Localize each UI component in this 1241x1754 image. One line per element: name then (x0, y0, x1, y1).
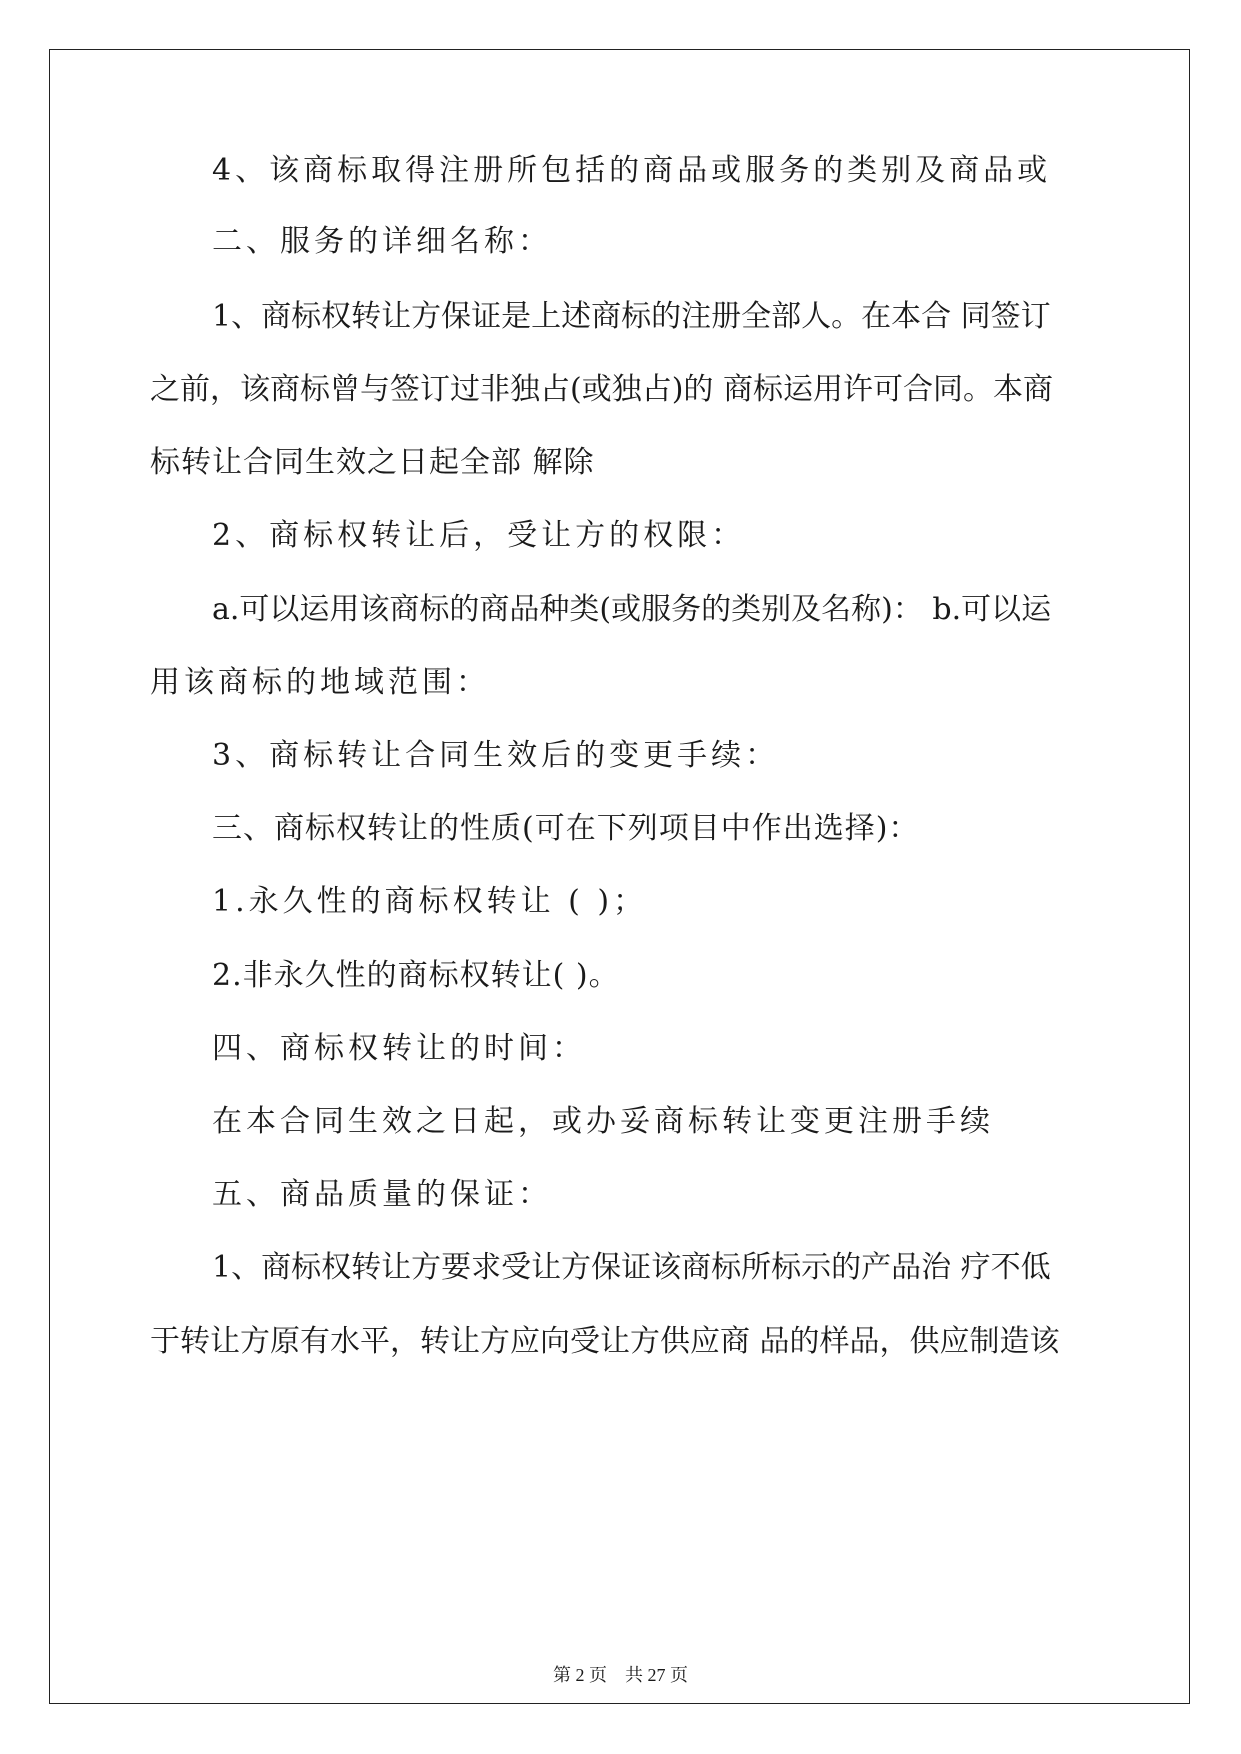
paragraph-line-1: 4、该商标取得注册所包括的商品或服务的类别及商品或 (212, 153, 1052, 188)
section-heading-3: 三、商标权转让的性质(可在下列项目中作出选择)： (212, 811, 920, 846)
paragraph-line-9: 3、商标转让合同生效后的变更手续： (212, 738, 780, 773)
paragraph-line-7: a.可以运用该商标的商品种类(或服务的类别及名称)： b.可以运 (212, 592, 1052, 627)
paragraph-line-6: 2、商标权转让后，受让方的权限： (212, 518, 746, 553)
paragraph-line-17: 于转让方原有水平，转让方应向受让方供应商 品的样品，供应制造该 (150, 1324, 1060, 1359)
section-heading-2: 二、服务的详细名称： (212, 224, 552, 259)
option-non-permanent: 2.非永久性的商标权转让( )。 (212, 958, 620, 993)
paragraph-line-4: 之前，该商标曾与签订过非独占(或独占)的 商标运用许可合同。本商 (150, 372, 1053, 407)
paragraph-line-3: 1、商标权转让方保证是上述商标的注册全部人。在本合 同签订 (212, 299, 1051, 334)
option-permanent: 1.永久性的商标权转让 ( )； (212, 884, 648, 919)
section-heading-4: 四、商标权转让的时间： (212, 1031, 586, 1066)
section-heading-5: 五、商品质量的保证： (212, 1177, 552, 1212)
paragraph-line-8: 用该商标的地域范围： (150, 665, 490, 700)
paragraph-line-16: 1、商标权转让方要求受让方保证该商标所标示的产品治 疗不低 (212, 1250, 1051, 1285)
paragraph-line-14: 在本合同生效之日起，或办妥商标转让变更注册手续 (212, 1104, 994, 1139)
paragraph-line-5: 标转让合同生效之日起全部 解除 (150, 445, 595, 480)
page-number-footer: 第 2 页 共 27 页 (553, 1665, 688, 1685)
